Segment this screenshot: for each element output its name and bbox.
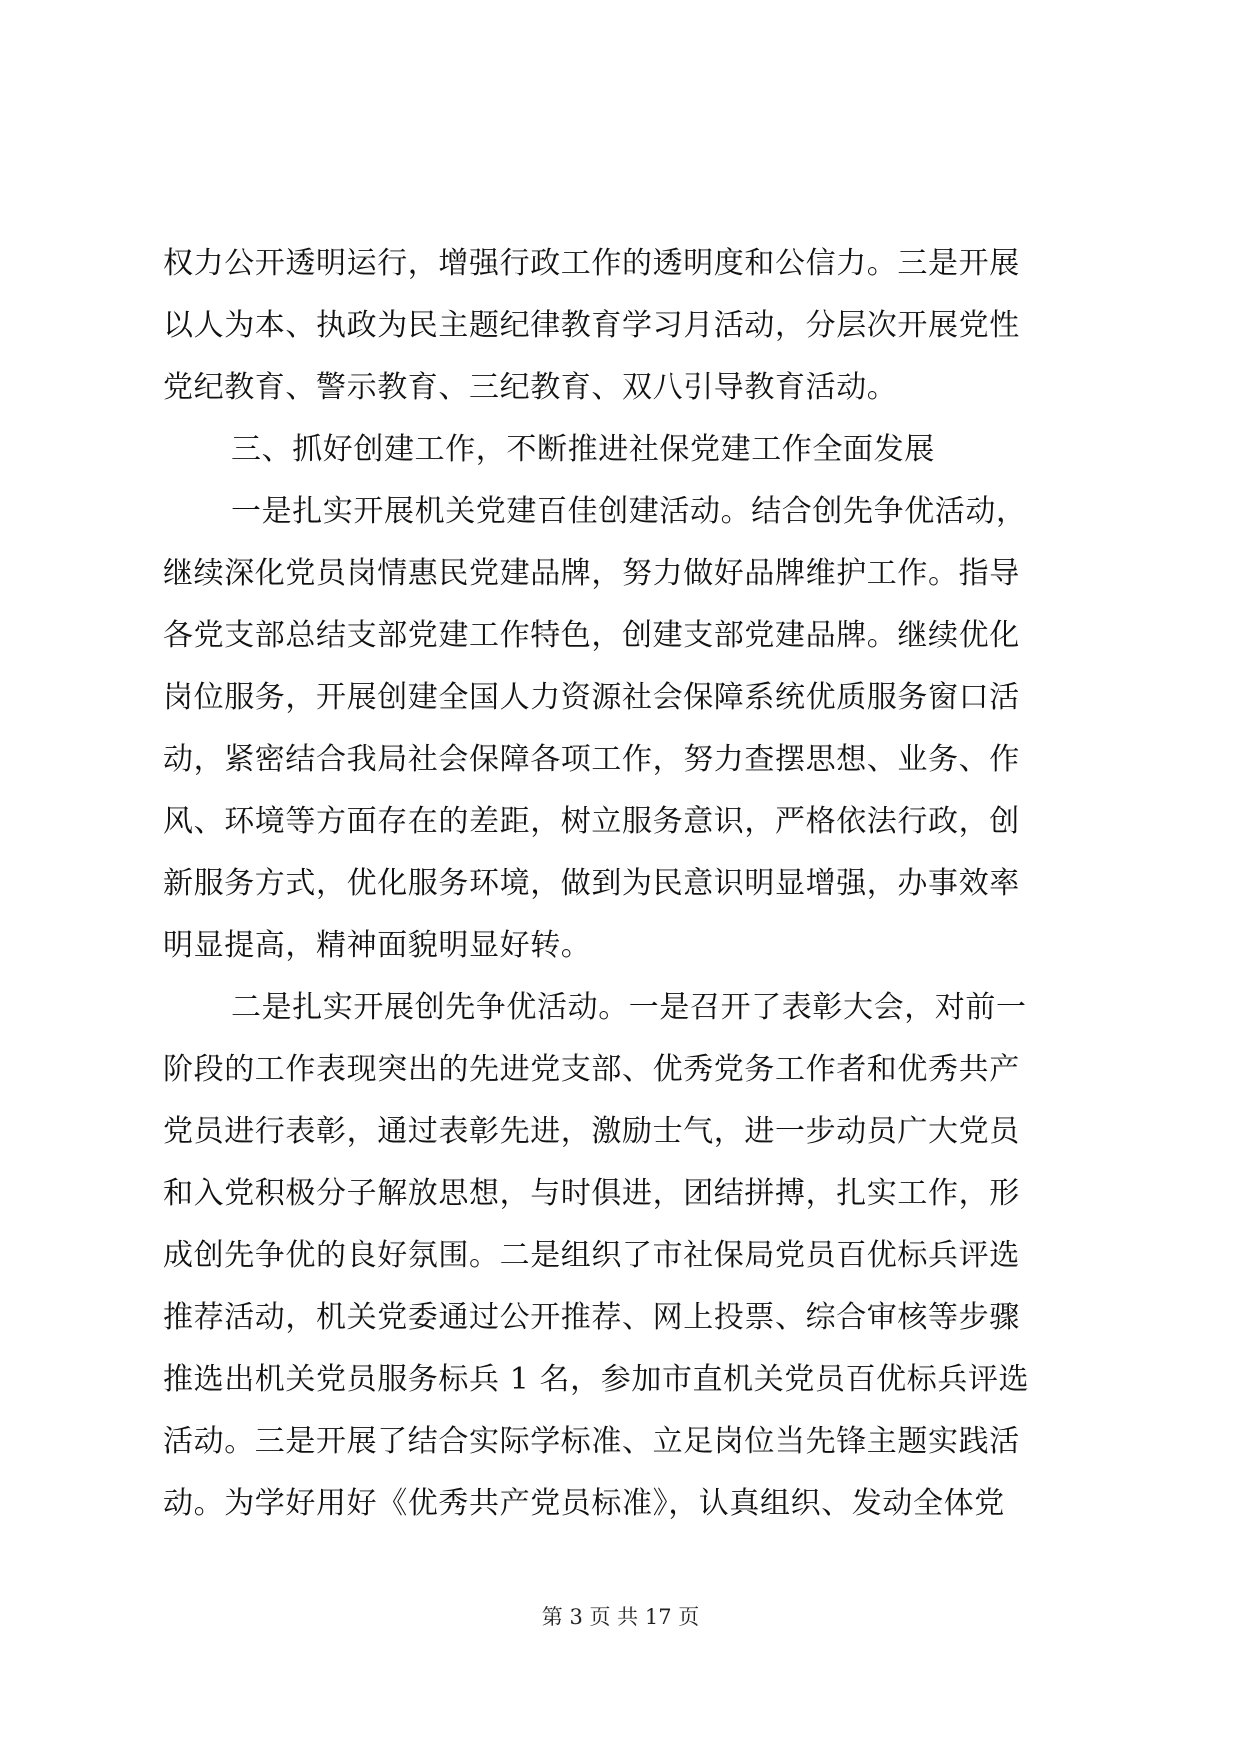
- text-line: 推选出机关党员服务标兵 1 名，参加市直机关党员百优标兵评选: [163, 1362, 1030, 1397]
- page-number-footer: 第 3 页 共 17 页: [541, 1605, 700, 1629]
- text-line: 二是扎实开展创先争优活动。一是召开了表彰大会，对前一: [231, 990, 1027, 1025]
- text-line: 明显提高，精神面貌明显好转。: [163, 928, 592, 963]
- text-line: 各党支部总结支部党建工作特色，创建支部党建品牌。继续优化: [163, 618, 1020, 653]
- text-line: 党员进行表彰，通过表彰先进，激励士气，进一步动员广大党员: [163, 1114, 1020, 1149]
- text-line: 新服务方式，优化服务环境，做到为民意识明显增强，办事效率: [163, 866, 1020, 901]
- text-line: 活动。三是开展了结合实际学标准、立足岗位当先锋主题实践活: [163, 1424, 1020, 1459]
- text-line: 阶段的工作表现突出的先进党支部、优秀党务工作者和优秀共产: [163, 1052, 1020, 1087]
- body-text: [163, 233, 1083, 1535]
- text-line: 继续深化党员岗情惠民党建品牌，努力做好品牌维护工作。指导: [163, 556, 1020, 591]
- text-line: 动，紧密结合我局社会保障各项工作，努力查摆思想、业务、作: [163, 742, 1020, 777]
- text-line: 动。为学好用好《优秀共产党员标准》，认真组织、发动全体党: [163, 1486, 1005, 1521]
- text-line: 权力公开透明运行，增强行政工作的透明度和公信力。三是开展: [163, 246, 1020, 281]
- text-line: 风、环境等方面存在的差距，树立服务意识，严格依法行政，创: [163, 804, 1020, 839]
- section-heading: 三、抓好创建工作，不断推进社保党建工作全面发展: [231, 432, 935, 467]
- text-line: 一是扎实开展机关党建百佳创建活动。结合创先争优活动，: [231, 494, 1027, 529]
- text-line: 和入党积极分子解放思想，与时俱进，团结拼搏，扎实工作，形: [163, 1176, 1020, 1211]
- text-line: 岗位服务，开展创建全国人力资源社会保障系统优质服务窗口活: [163, 680, 1020, 715]
- text-line: 推荐活动，机关党委通过公开推荐、网上投票、综合审核等步骤: [163, 1300, 1020, 1335]
- text-line: 党纪教育、警示教育、三纪教育、双八引导教育活动。: [163, 370, 898, 405]
- text-line: 以人为本、执政为民主题纪律教育学习月活动，分层次开展党性: [163, 308, 1020, 343]
- text-line: 成创先争优的良好氛围。二是组织了市社保局党员百优标兵评选: [163, 1238, 1020, 1273]
